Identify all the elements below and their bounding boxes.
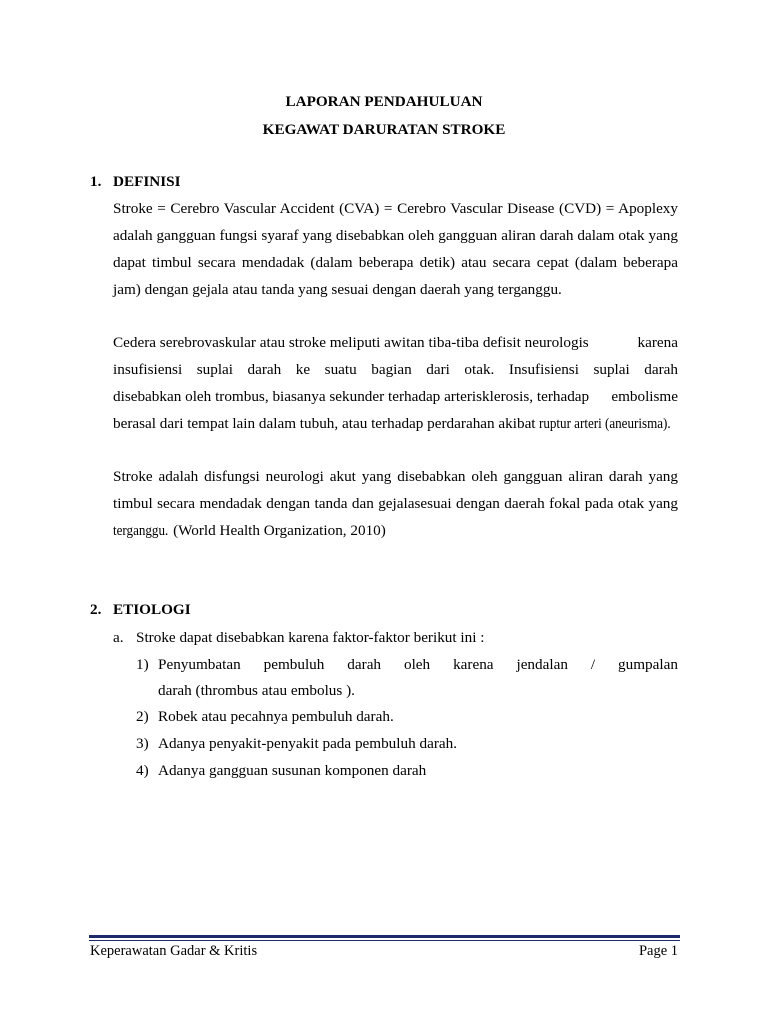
- paragraph-line: [113, 383, 678, 410]
- word: Penyumbatan: [158, 656, 241, 673]
- list-marker: a.: [113, 629, 124, 646]
- section-2-number: 2.: [90, 601, 102, 618]
- line-text: embolisme: [611, 388, 678, 405]
- paragraph-line: timbul secara mendadak dengan tanda dan gejalasesuai dengan daerah fokal pada otak yang: [113, 495, 678, 512]
- word: jendalan: [516, 656, 568, 673]
- footer-rule: [89, 935, 680, 938]
- paragraph-line: [113, 517, 678, 544]
- word: oleh: [403, 656, 431, 673]
- definition-paragraph-3: [113, 463, 678, 544]
- word: gumpalan: [618, 656, 678, 673]
- paragraph-line: jam) dengan gejala atau tanda yang sesuai dengan daerah yang terganggu.: [113, 281, 562, 298]
- footer-left-text: Keperawatan Gadar & Kritis: [90, 943, 258, 959]
- section-1-heading: DEFINISI: [113, 173, 181, 190]
- page-number: Page 1: [638, 943, 678, 959]
- list-item: Stroke dapat disebabkan karena faktor-faktor berikut ini :: [136, 629, 485, 646]
- line-text: Cedera serebrovaskular atau stroke meliputi awitan tiba-tiba defisit neurologis: [113, 334, 589, 351]
- line-text: disebabkan oleh trombus, biasanya sekunder terhadap arterisklerosis, terhadap: [113, 388, 590, 405]
- word: darah: [347, 656, 382, 673]
- list-item: [158, 656, 678, 674]
- list-marker: 2): [136, 708, 149, 725]
- list-marker: 1): [136, 656, 149, 673]
- list-item: Adanya penyakit-penyakit pada pembuluh darah.: [158, 735, 458, 752]
- document-subtitle: KEGAWAT DARURATAN STROKE: [262, 121, 506, 138]
- paragraph-line: [113, 329, 678, 356]
- section-1-number: 1.: [90, 173, 102, 190]
- condensed-text: terganggu.: [113, 522, 169, 539]
- section-2-heading: ETIOLOGI: [113, 601, 191, 618]
- paragraph-line: insufisiensi suplai darah ke suatu bagian dari otak. Insufisiensi suplai darah: [113, 361, 678, 378]
- citation: (World Health Organization, 2010): [173, 522, 386, 539]
- document-title: LAPORAN PENDAHULUAN: [285, 93, 483, 110]
- line-text: berasal dari tempat lain dalam tubuh, atau terhadap perdarahan akibat: [113, 415, 536, 432]
- definition-paragraph-2: [113, 329, 678, 437]
- word: /: [590, 656, 596, 673]
- list-item: Robek atau pecahnya pembuluh darah.: [158, 708, 394, 725]
- paragraph-line: [113, 410, 678, 437]
- list-marker: 4): [136, 762, 149, 779]
- list-marker: 3): [136, 735, 149, 752]
- line-text: karena: [637, 334, 678, 351]
- paragraph-line: Stroke adalah disfungsi neurologi akut yang disebabkan oleh gangguan aliran darah yang: [113, 468, 678, 485]
- condensed-text: ruptur arteri (aneurisma).: [539, 415, 671, 432]
- paragraph-line: dapat timbul secara mendadak (dalam beberapa detik) atau secara cepat (dalam beberapa: [113, 254, 678, 271]
- footer-rule-thin: [89, 940, 680, 941]
- word: karena: [453, 656, 494, 673]
- list-item-continuation: darah (thrombus atau embolus ).: [158, 682, 355, 699]
- word: pembuluh: [263, 656, 325, 673]
- list-item: Adanya gangguan susunan komponen darah: [158, 762, 427, 779]
- paragraph-line: Stroke = Cerebro Vascular Accident (CVA) = Cerebro Vascular Disease (CVD) = Apoplexy: [113, 200, 678, 217]
- paragraph-line: adalah gangguan fungsi syaraf yang disebabkan oleh gangguan aliran darah dalam otak yang: [113, 227, 678, 244]
- definition-paragraph-1: [113, 195, 678, 303]
